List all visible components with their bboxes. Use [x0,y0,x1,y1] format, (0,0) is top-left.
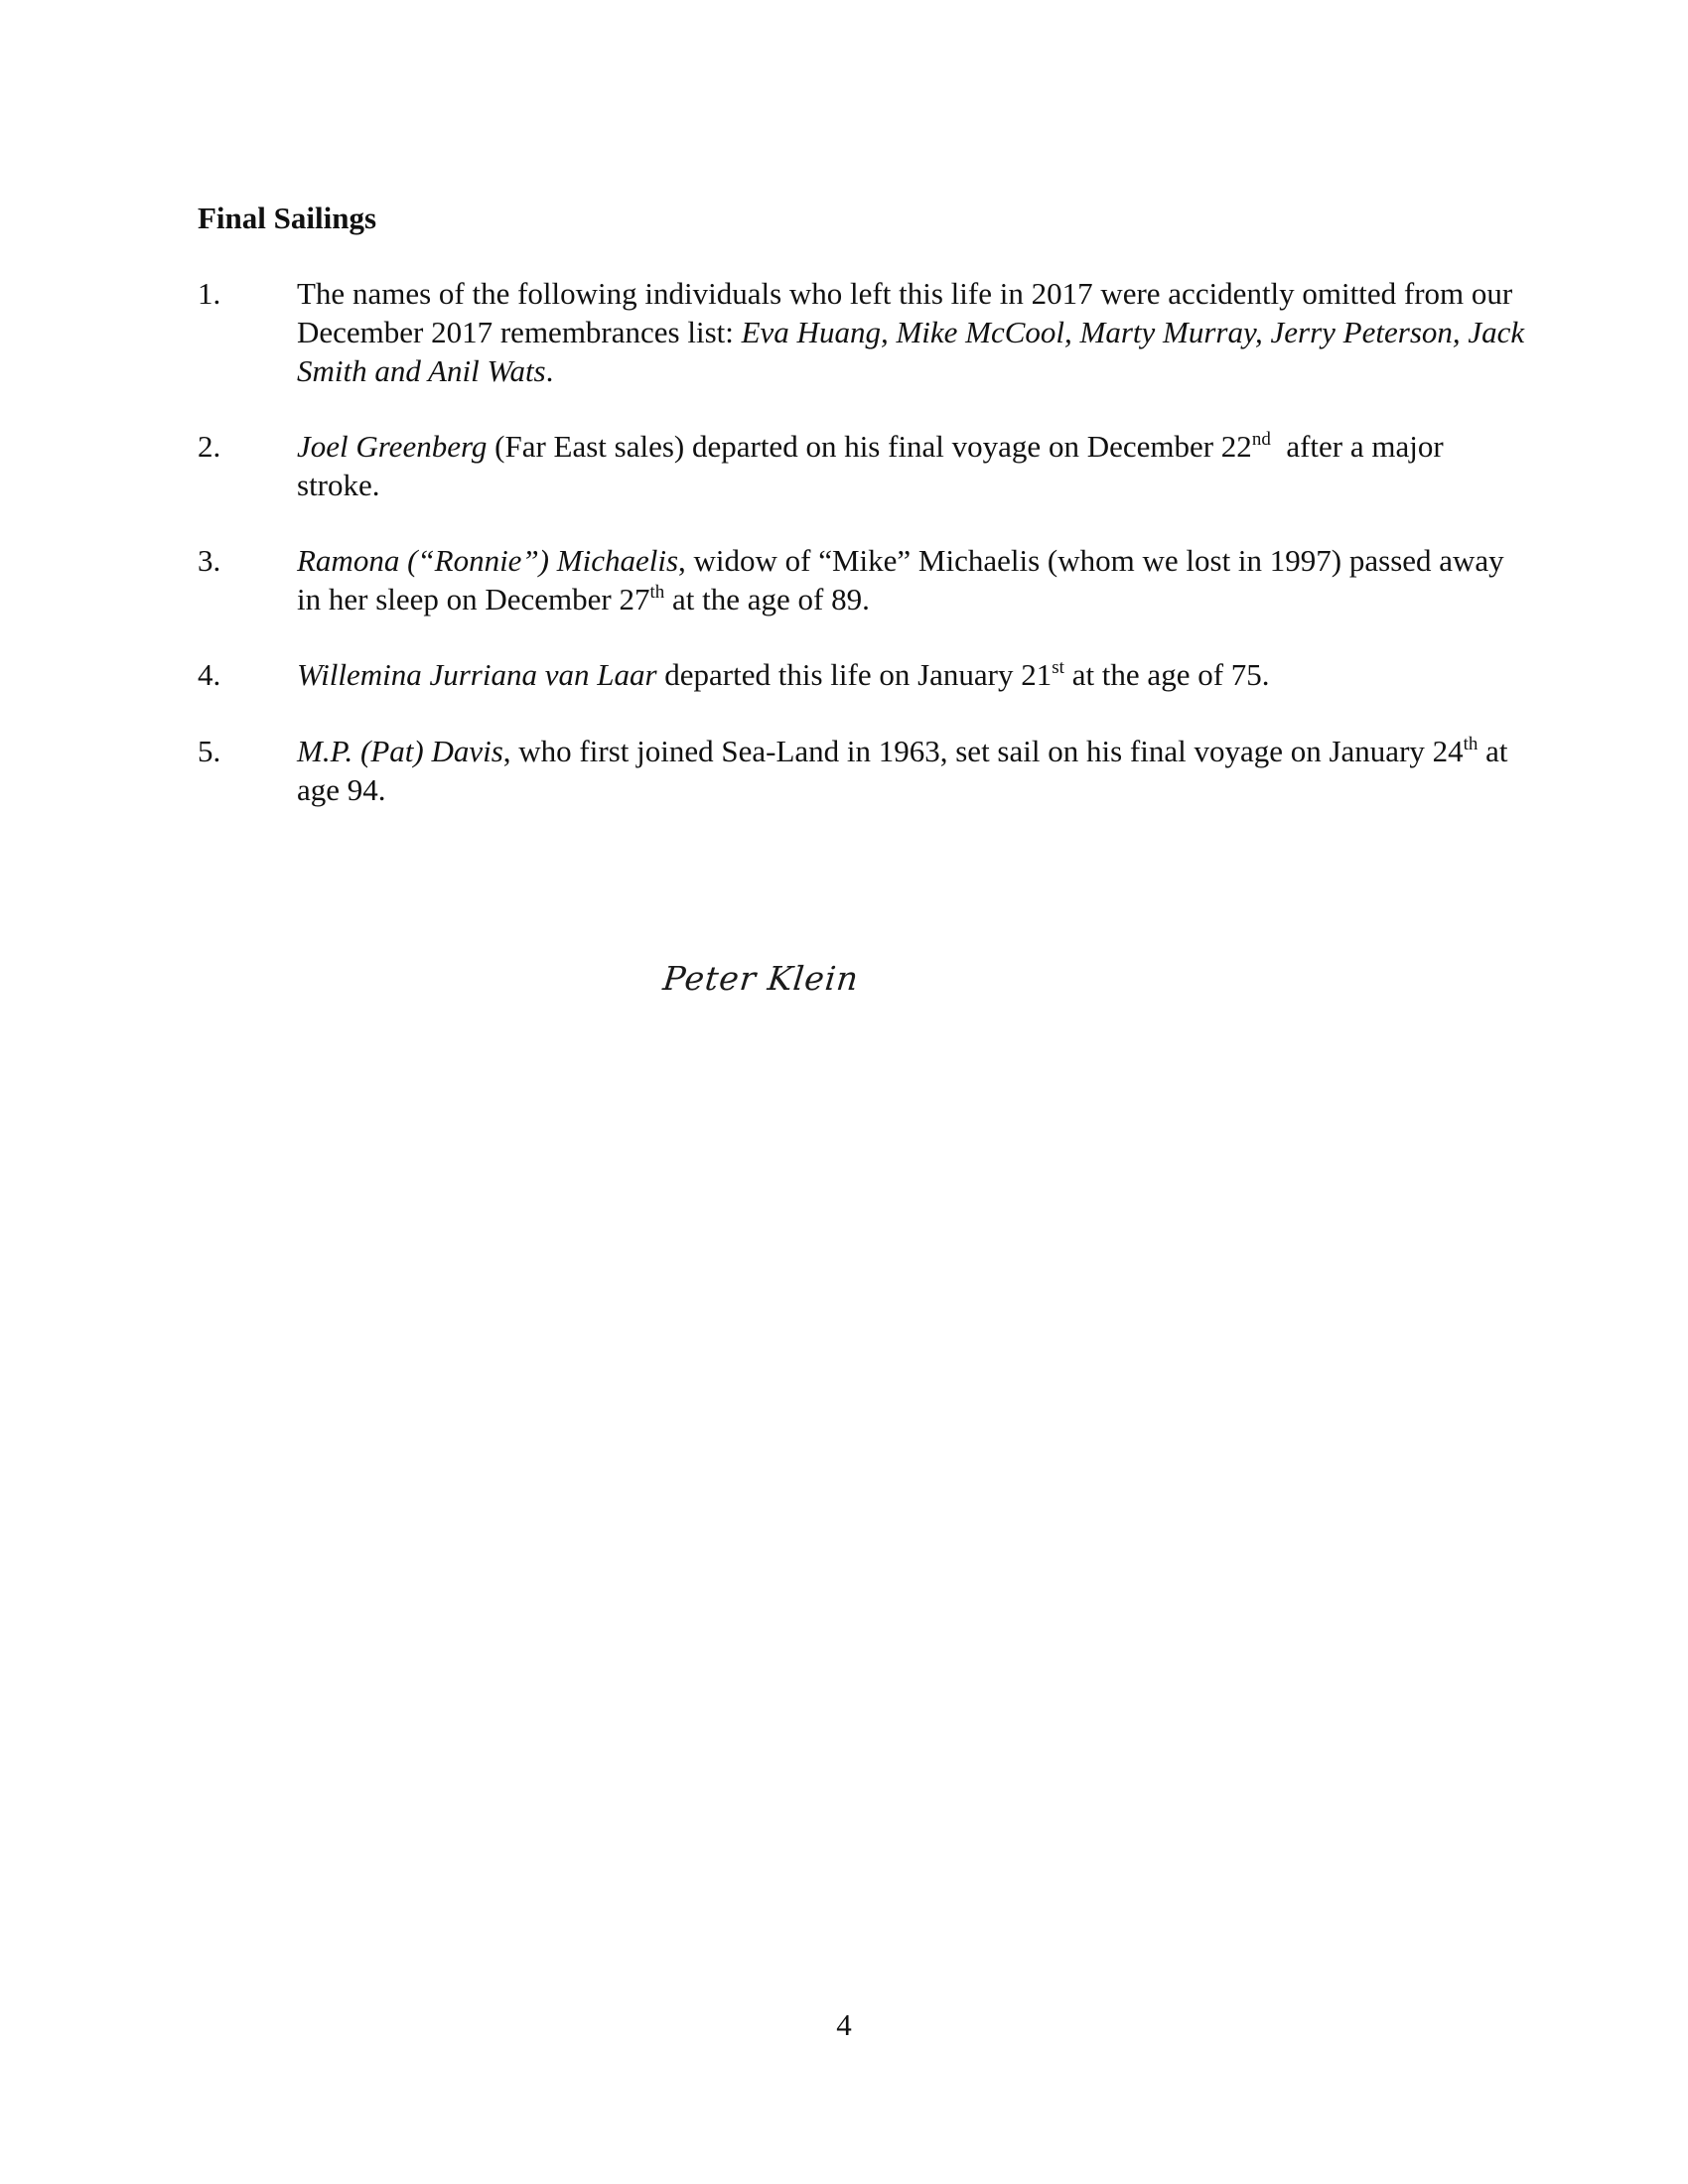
item-text-part: The names of the following individuals who left this life in 2017 were accidently omitted from our December 2017 remembrances list: [297,276,1513,349]
list-item-number: 4. [198,657,221,692]
section-title: Final Sailings [198,201,377,235]
item-text-part: (Far East sales) departed on his final voyage on December 22 [487,429,1252,464]
item-name: Willemina Jurriana van Laar [297,657,657,692]
list-item [198,732,1528,809]
page-number: 4 [836,2007,852,2042]
list-item-text [297,541,1528,618]
item-text-part: at the age of 75. [1063,657,1270,692]
list-item [198,274,1528,390]
item-text-part: after a major stroke. [297,429,1452,502]
item-text-part: . [545,353,554,388]
item-text-part: , who first joined Sea-Land in 1963, set sail on his final voyage on January 24 [502,734,1464,768]
item-text-part: at the age of 89. [664,582,870,616]
item-text-part: at age 94. [297,734,1508,807]
list-item [198,541,1528,618]
list-item-text [297,427,1528,504]
ordinal-suffix: st [1052,657,1064,678]
list-item-text [297,655,1528,694]
list-item [198,655,1528,694]
list-item-number: 3. [198,543,221,578]
list-item-number: 2. [198,429,221,464]
list-item-text [297,732,1528,809]
item-name: Ramona (“Ronnie”) Michaelis [297,543,679,578]
item-name: Joel Greenberg [297,429,488,464]
item-names: Eva Huang, Mike McCool, Marty Murray, Jerry Peterson, Jack Smith and Anil Wats [297,315,1525,388]
signature: Peter Klein [660,959,861,998]
item-name: M.P. (Pat) Davis [297,734,503,768]
list-item-number: 5. [198,734,221,768]
item-text-part: , widow of “Mike” Michaelis (whom we lost in 1997) passed away in her sleep on December 27 [297,543,1504,616]
ordinal-suffix: th [1463,734,1478,754]
ordinal-suffix: nd [1251,429,1271,450]
list-item [198,427,1528,504]
item-text-part: departed this life on January 21 [656,657,1053,692]
list-item-number: 1. [198,276,221,311]
ordinal-suffix: th [649,582,665,603]
list-item-text [297,274,1528,390]
